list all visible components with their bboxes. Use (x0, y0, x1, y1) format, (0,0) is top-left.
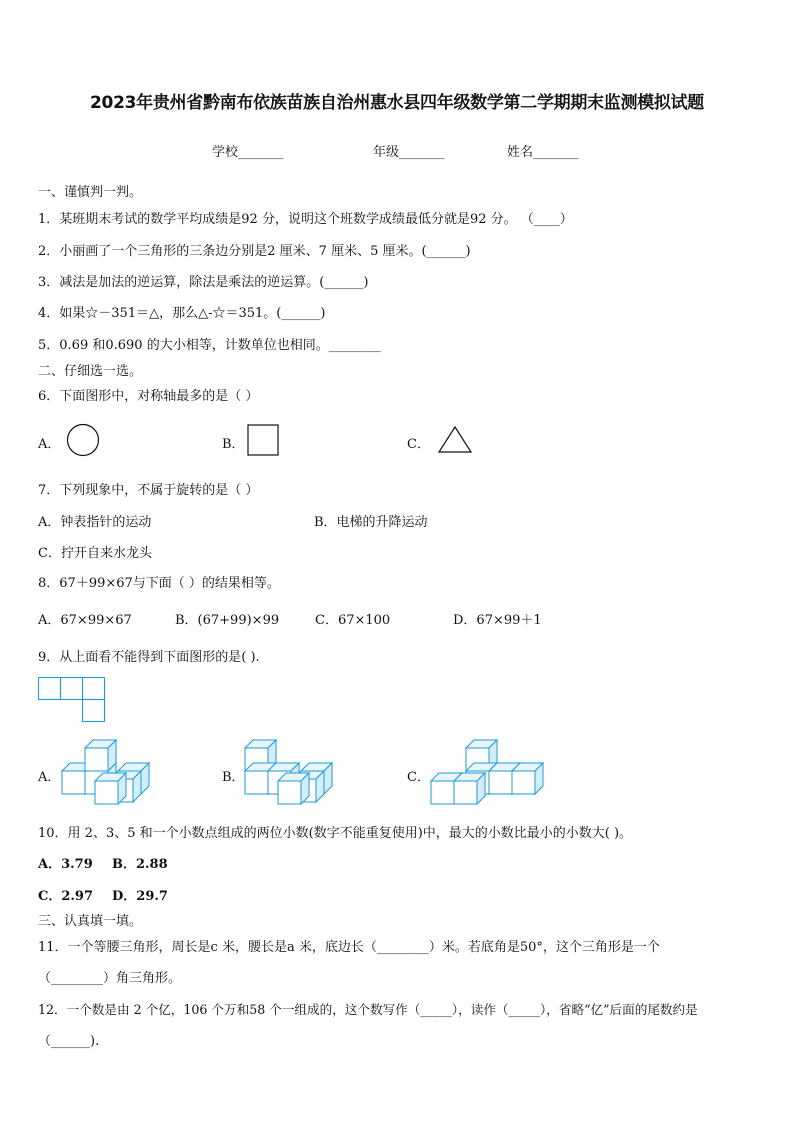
triangle-shape (437, 426, 473, 454)
question-1: 1．某班期末考试的数学平均成绩是92 分，说明这个班数学成绩最低分就是92 分。 （____） (38, 212, 573, 227)
question-9: 9．从上面看不能得到下面图形的是( ). (38, 650, 260, 665)
q8-option-b: B．(67+99)×99 (175, 613, 280, 628)
question-2: 2．小丽画了一个三角形的三条边分别是2 厘米、7 厘米、5 厘米。(______) (38, 244, 471, 259)
q10-option-c: C．2.97 (38, 889, 94, 904)
square-shape (247, 424, 279, 456)
q7-option-c: C．拧开自来水龙头 (38, 546, 152, 561)
section-heading-2: 二、仔细选一选。 (38, 364, 143, 379)
q6-option-c-label: C． (407, 437, 430, 452)
q10-option-a: A．3.79 (38, 857, 93, 872)
page-title: 2023年贵州省黔南布依族苗族自治州惠水县四年级数学第二学期期末监测模拟试题 (90, 93, 704, 113)
circle-shape (66, 424, 100, 458)
q9-option-b-cubes (245, 740, 331, 804)
q7-option-b: B．电梯的升降运动 (314, 515, 428, 530)
question-12-line-1: 12．一个数是由 2 个亿，106 个万和58 个一组成的，这个数写作（_____），读作（_____），省略“亿”后面的尾数约是 (38, 1002, 698, 1017)
question-11-line-1: 11．一个等腰三角形，周长是c 米，腰长是a 米，底边长（________）米。若底角是50°，这个三角形是一个 (38, 940, 660, 955)
question-12-line-2: （______). (38, 1034, 100, 1049)
q9-option-a-cubes (62, 740, 146, 804)
section-heading-3: 三、认真填一填。 (38, 914, 143, 929)
question-5: 5．0.69 和0.690 的大小相等，计数单位也相同。________ (38, 338, 381, 353)
q9-option-c-cubes (431, 740, 551, 804)
question-8: 8．67＋99×67与下面（ ）的结果相等。 (38, 576, 280, 591)
question-11-line-2: （________）角三角形。 (38, 971, 182, 986)
q9-option-b-label: B． (222, 770, 245, 785)
q10-option-d: D．29.7 (112, 889, 168, 904)
question-6: 6．下面图形中，对称轴最多的是（ ） (38, 389, 259, 404)
question-10: 10．用 2、3、5 和一个小数点组成的两位小数(数字不能重复使用)中，最大的小数比最小的小数大( )。 (38, 826, 633, 841)
q9-option-c-label: C． (407, 770, 430, 785)
question-7: 7．下列现象中，不属于旋转的是（ ） (38, 483, 259, 498)
question-3: 3．减法是加法的逆运算，除法是乘法的逆运算。(______) (38, 275, 369, 290)
q6-option-a-label: A． (38, 437, 61, 452)
q7-option-a: A．钟表指针的运动 (38, 515, 152, 530)
school-field: 学校_______ (212, 145, 284, 160)
q8-option-d: D．67×99＋1 (453, 613, 542, 628)
name-field: 姓名_______ (507, 145, 579, 160)
q8-option-c: C．67×100 (315, 613, 391, 628)
q8-option-a: A．67×99×67 (38, 613, 132, 628)
grade-field: 年级_______ (373, 145, 445, 160)
top-view-grid (38, 677, 108, 723)
question-4: 4．如果☆－351＝△，那么△-☆＝351。(______) (38, 306, 326, 321)
section-heading-1: 一、谨慎判一判。 (38, 185, 143, 200)
q10-option-b: B．2.88 (112, 857, 168, 872)
q9-option-a-label: A． (38, 770, 61, 785)
q6-option-b-label: B． (222, 437, 245, 452)
